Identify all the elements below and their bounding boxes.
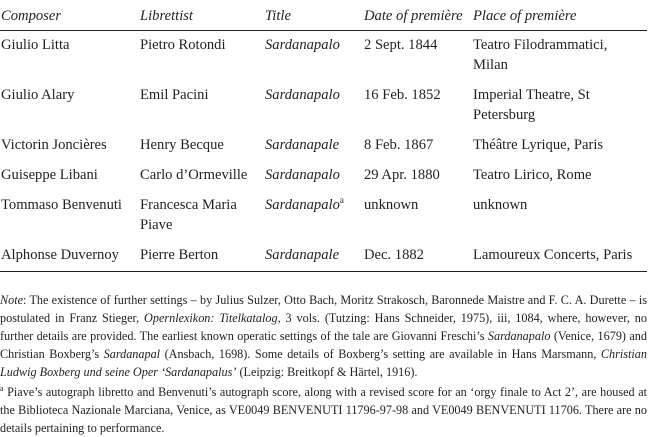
note-paragraph [0, 291, 647, 381]
date-cell: unknown [364, 197, 419, 213]
librettist-cell: Henry Becque [140, 137, 224, 153]
table-row [0, 241, 647, 272]
note-text-3: (Venice, 1679) and Christian Boxberg’s [0, 329, 647, 361]
composer-cell: Alphonse Duvernoy [0, 241, 139, 272]
header-row [0, 6, 647, 31]
table-header [0, 6, 647, 31]
note-citation-1: Opernlexikon: Titelkatalog [144, 311, 278, 325]
title-cell: Sardanapale [264, 241, 363, 272]
librettist-cell: Pietro Rotondi [140, 37, 226, 53]
place-cell: Lamoureux Concerts, Paris [472, 241, 647, 272]
table-row [0, 131, 647, 161]
date-cell: 29 Apr. 1880 [364, 167, 440, 183]
header-title: Title [264, 6, 363, 31]
place-cell: unknown [473, 197, 528, 213]
composer-cell: Giulio Alary [1, 87, 75, 103]
note-text-5: (Leipzig: Breitkopf & Härtel, 1916). [236, 365, 418, 379]
librettist-cell: Francesca Maria Piave [140, 197, 237, 233]
title-cell: Sardanapalo [265, 87, 340, 103]
table-body [0, 31, 647, 272]
footnote-marker: a [339, 195, 344, 206]
note-label: Note [0, 293, 24, 307]
composer-cell: Guiseppe Libani [1, 167, 98, 183]
title-text: Sardanapalo [265, 197, 340, 213]
footnote-mark: a [0, 383, 4, 393]
footnote-paragraph [0, 383, 647, 437]
opera-settings-table [0, 6, 647, 272]
note-text-4: (Ansbach, 1698). Some details of Boxberg’s setting are available in Hans Marsmann, [160, 347, 601, 361]
composer-cell: Tommaso Benvenuti [1, 197, 122, 213]
note-text-2: , 3 vols. (Tutzing: Hans Schneider, 1975), iii, 1084, where, however, no further details are provided. The earliest known operatic settings of the tale are Giovanni Freschi’s [0, 311, 647, 343]
librettist-cell: Emil Pacini [140, 87, 209, 103]
date-cell: 8 Feb. 1867 [364, 137, 434, 153]
date-cell: Dec. 1882 [363, 241, 472, 272]
title-cell: Sardanapalo [265, 167, 340, 183]
date-cell: 16 Feb. 1852 [364, 87, 441, 103]
note-text-1: : The existence of further settings – by Julius Sulzer, Otto Bach, Moritz Strakosch, Baronnede Maistre and F. C. A. Durette – is postulated in Franz Stieger, [0, 293, 647, 325]
title-cell: Sardanapalo [265, 37, 340, 53]
note-citation-3: Sardanapal [103, 347, 161, 361]
footnote-text: Piave’s autograph libretto and Benvenuti’s autograph score, along with a revised score for an ‘orgy finale to Act 2’, are housed at the Biblioteca Nazionale Marciana, Venice, as VE0049 BENVENUTI 11796-97-98 and VE0049 BENVENUTI 11706. There are no details pertaining to performance. [0, 385, 647, 435]
table-row [0, 191, 647, 241]
table-notes [0, 291, 647, 437]
header-librettist: Librettist [139, 6, 264, 31]
header-composer: Composer [0, 6, 139, 31]
librettist-cell: Pierre Berton [139, 241, 264, 272]
place-cell: Teatro Filodrammatici, Milan [473, 37, 608, 73]
place-cell: Imperial Theatre, St Petersburg [473, 87, 590, 123]
place-cell: Théâtre Lyrique, Paris [473, 137, 604, 153]
note-citation-2: Sardanapalo [487, 329, 551, 343]
header-place: Place of première [472, 6, 647, 31]
place-cell: Teatro Lirico, Rome [473, 167, 592, 183]
title-cell [264, 191, 363, 241]
librettist-cell: Carlo d’Ormeville [140, 167, 248, 183]
table-row [0, 161, 647, 191]
table-row [0, 31, 647, 82]
header-date: Date of première [363, 6, 472, 31]
date-cell: 2 Sept. 1844 [364, 37, 438, 53]
composer-cell: Giulio Litta [1, 37, 70, 53]
composer-cell: Victorin Joncières [1, 137, 107, 153]
title-cell: Sardanapale [265, 137, 340, 153]
note-citation-4: Christian Ludwig Boxberg und seine Oper ‘Sardanapalus’ [0, 347, 647, 379]
table-row [0, 81, 647, 131]
